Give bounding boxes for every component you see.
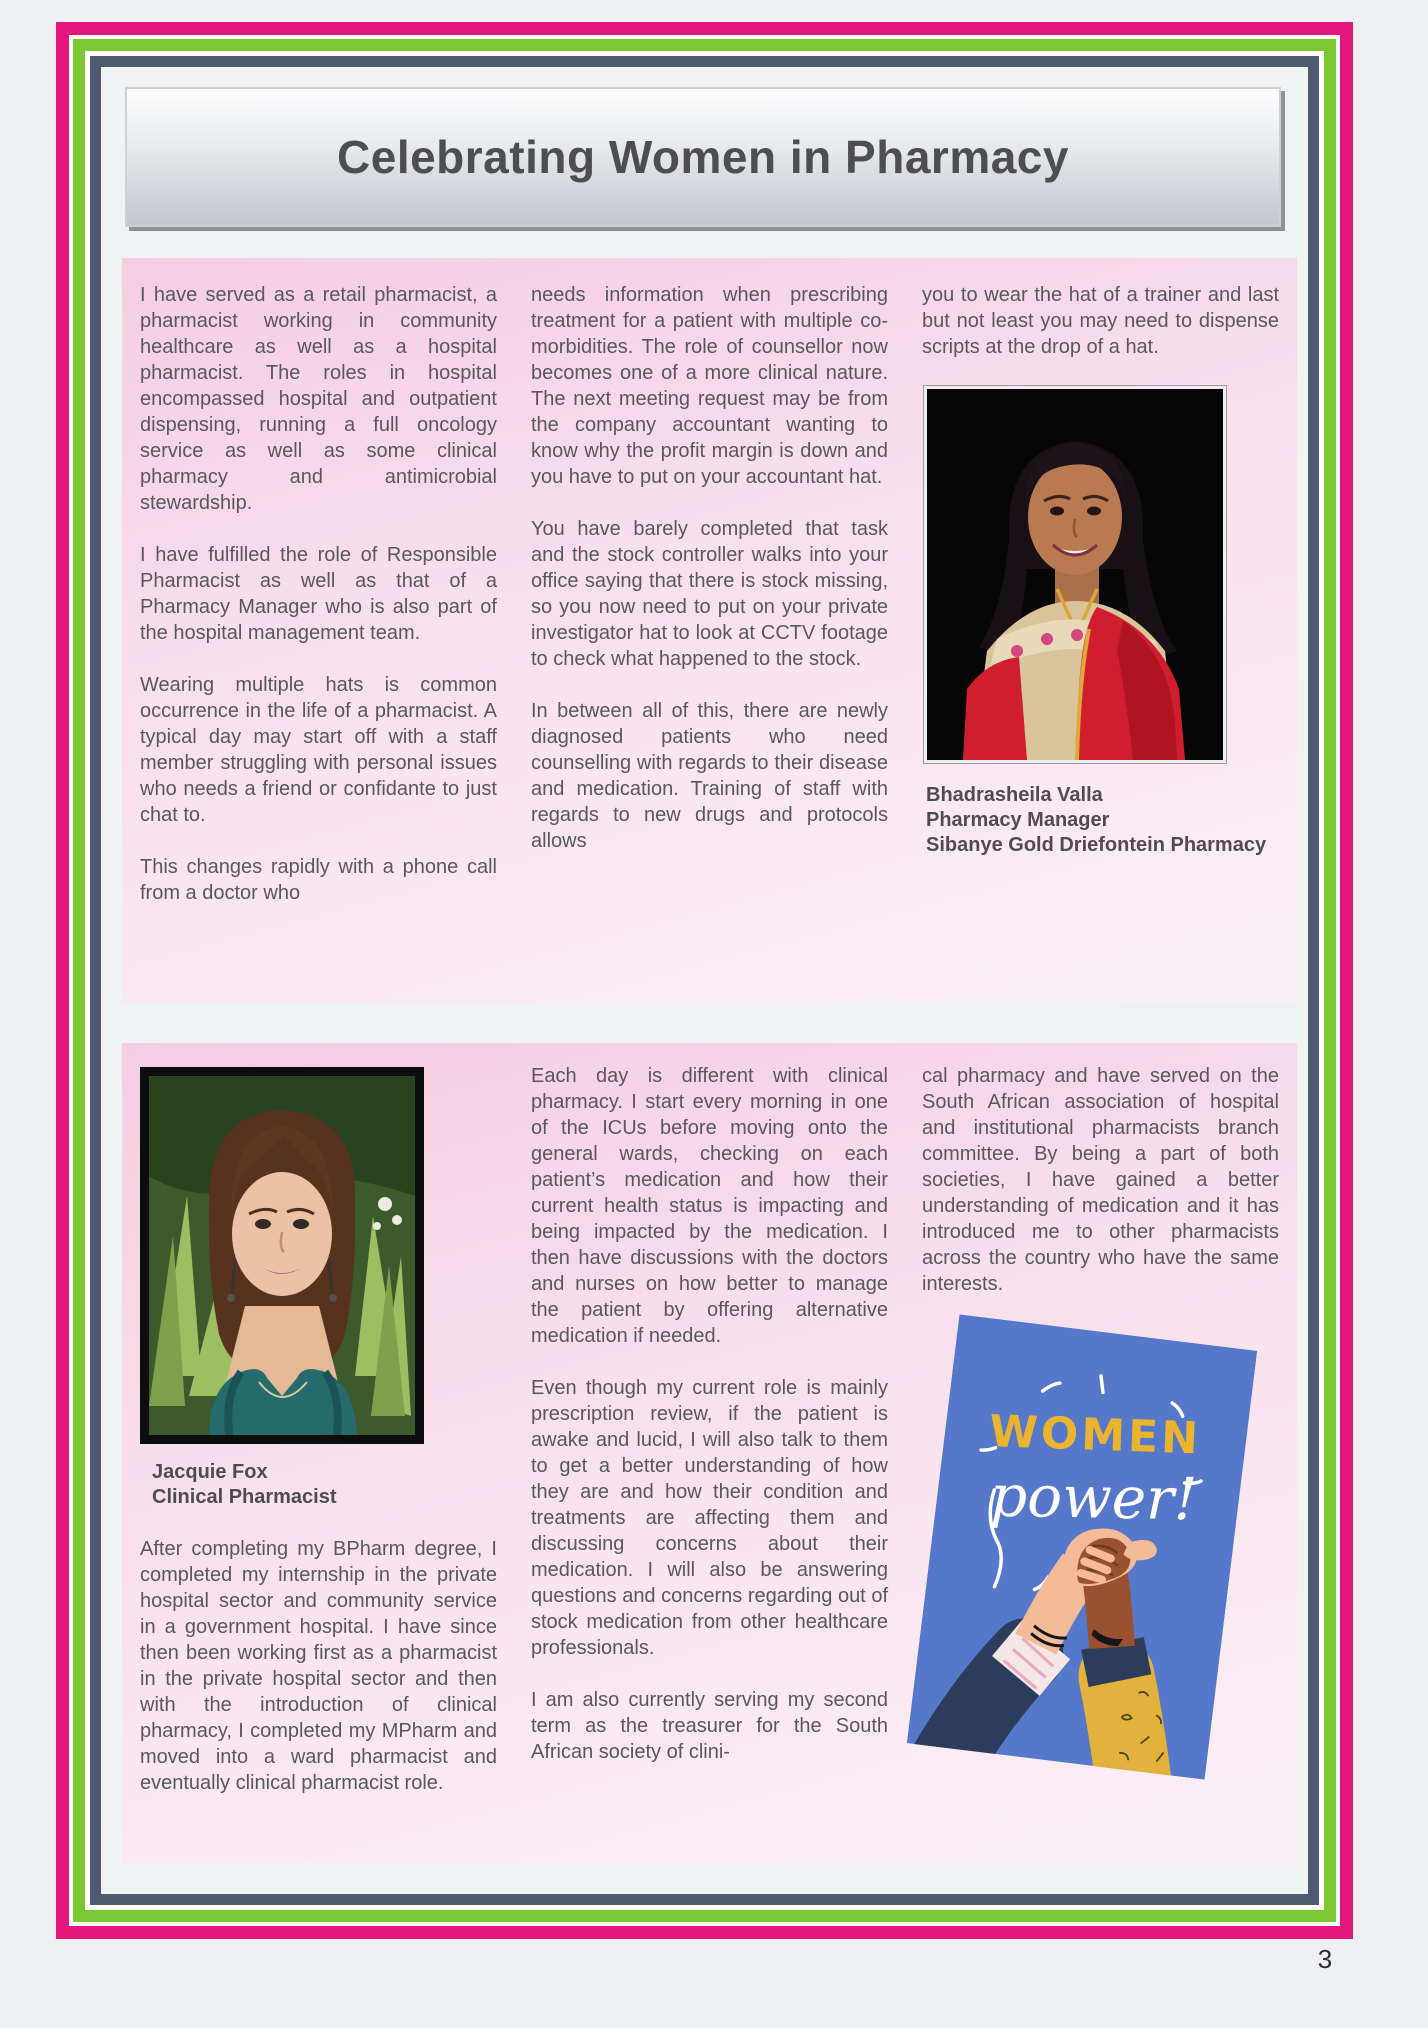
caption-name: Bhadrasheila Valla bbox=[926, 784, 1103, 806]
photo-caption-bhadrasheila bbox=[922, 783, 1279, 858]
poster-word2: power! bbox=[989, 1461, 1198, 1534]
paragraph: I am also currently serving my second term as the treasurer for the South African society of clini- bbox=[531, 1689, 888, 1763]
section-bottom-panel bbox=[122, 1043, 1297, 1863]
portrait-illustration bbox=[149, 1076, 415, 1435]
caption-org: Sibanye Gold Driefontein Pharmacy bbox=[926, 834, 1267, 856]
bottom-column-2 bbox=[531, 1063, 888, 1863]
paragraph: cal pharmacy and have served on the South African association of hospital and institutional pharmacists branch committee. By being a part of both societies, I have gained a better understanding of medication and it has introduced me to other pharmacists across the country who have the same interests. bbox=[922, 1065, 1279, 1295]
photo-bhadrasheila-valla bbox=[924, 386, 1226, 763]
paragraph: Wearing multiple hats is common occurrence in the life of a pharmacist. A typical day may start off with a staff member struggling with personal issues who needs a friend or confidante to just chat to. bbox=[140, 674, 497, 826]
bottom-column-1 bbox=[140, 1063, 497, 1863]
caption-role: Pharmacy Manager bbox=[926, 809, 1110, 831]
photo-caption-jacquie bbox=[140, 1460, 497, 1510]
section-top-panel bbox=[122, 258, 1297, 1002]
header-banner bbox=[125, 87, 1281, 227]
paragraph: you to wear the hat of a trainer and last but not least you may need to dispense scripts at the drop of a hat. bbox=[922, 284, 1279, 358]
poster-word1: WOMEN bbox=[988, 1406, 1202, 1465]
top-column-3 bbox=[922, 282, 1279, 1002]
top-column-2 bbox=[531, 282, 888, 1002]
women-power-poster bbox=[907, 1314, 1257, 1779]
women-power-illustration bbox=[907, 1314, 1257, 1779]
page-title: Celebrating Women in Pharmacy bbox=[337, 131, 1069, 183]
paragraph: needs information when prescribing treatment for a patient with multiple co-morbidities. The role of counsellor now becomes one of a more clinical nature. The next meeting request may be from the company accountant wanting to know why the profit margin is down and you have to put on your accountant hat. bbox=[531, 284, 888, 488]
caption-role: Clinical Pharmacist bbox=[152, 1486, 337, 1508]
paragraph: I have served as a retail pharmacist, a pharmacist working in community healthcare as well as a hospital pharmacist. The roles in hospital encompassed hospital and outpatient dispensing, running a full oncology service as well as some clinical pharmacy and antimicrobial stewardship. bbox=[140, 284, 497, 514]
paragraph: Even though my current role is mainly prescription review, if the patient is awake and lucid, I will also talk to them to get a better understanding of how they are and how their condition and treatments are affecting them and discussing concerns about their medication. I will also be answering questions and concerns regarding out of stock medication from other healthcare professionals. bbox=[531, 1377, 888, 1659]
paragraph: I have fulfilled the role of Responsible Pharmacist as well as that of a Pharmacy Manager who is also part of the hospital management team. bbox=[140, 544, 497, 644]
paragraph: After completing my BPharm degree, I completed my internship in the private hospital sector and community service in a government hospital. I have since then been working first as a pharmacist in the private hospital sector and then with the introduction of clinical pharmacy, I completed my MPharm and moved into a ward pharmacist and eventually clinical pharmacist role. bbox=[140, 1538, 497, 1794]
portrait-illustration bbox=[927, 389, 1223, 760]
caption-name: Jacquie Fox bbox=[152, 1461, 268, 1483]
paragraph: Each day is different with clinical pharmacy. I start every morning in one of the ICUs before moving onto the general wards, checking on each patient’s medication and how their current health status is impacting and being impacted by the medication. I then have discussions with the doctors and nurses on how better to manage the patient by offering alternative medication if needed. bbox=[531, 1065, 888, 1347]
paragraph: You have barely completed that task and the stock controller walks into your office saying that there is stock missing, so you now need to put on your private investigator hat to look at CCTV footage to check what happened to the stock. bbox=[531, 518, 888, 670]
bottom-column-3 bbox=[922, 1063, 1279, 1863]
top-column-1 bbox=[140, 282, 497, 1002]
paragraph: This changes rapidly with a phone call from a doctor who bbox=[140, 856, 497, 904]
page-number: 3 bbox=[1317, 1944, 1333, 1974]
paragraph: In between all of this, there are newly diagnosed patients who need counselling with regards to their disease and medication. Training of staff with regards to new drugs and protocols allows bbox=[531, 700, 888, 852]
photo-jacquie-fox bbox=[140, 1067, 424, 1444]
